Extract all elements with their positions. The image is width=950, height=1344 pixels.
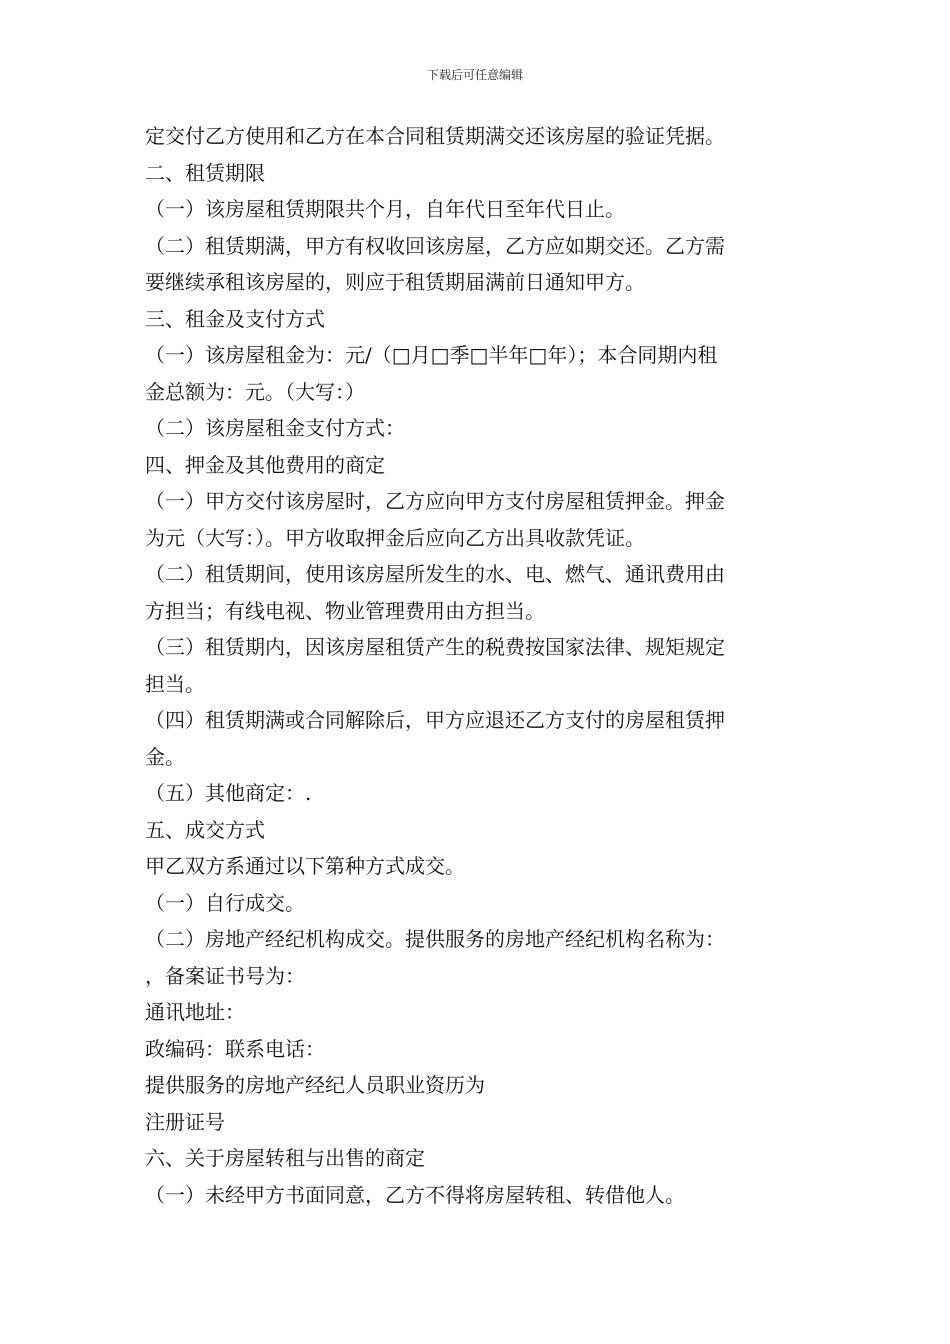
section-heading: 二、租赁期限 [145, 160, 265, 185]
text-line: 政编码：联系电话： [145, 1036, 325, 1061]
text-line: （四）租赁期满或合同解除后，甲方应退还乙方支付的房屋租赁押 [145, 708, 725, 732]
section-heading: 六、关于房屋转租与出售的商定 [145, 1146, 425, 1170]
text-line: 提供服务的房地产经纪人员职业资历为 [145, 1073, 485, 1097]
section-heading: 三、租金及支付方式 [145, 306, 325, 331]
text-line: （一）未经甲方书面同意，乙方不得将房屋转租、转借他人。 [145, 1182, 685, 1207]
text-line: 方担当；有线电视、物业管理费用由方担当。 [145, 598, 545, 623]
page-header: 下载后可任意编辑 [426, 68, 523, 82]
section-heading: 四、押金及其他费用的商定 [145, 452, 385, 477]
text-line: 要继续承租该房屋的，则应于租赁期届满前日通知甲方。 [145, 270, 645, 294]
text-line: （二）该房屋租金支付方式： [145, 416, 405, 440]
text-line: 为元（大写：）。甲方收取押金后应向乙方出具收款凭证。 [145, 525, 645, 550]
text-line: （一）自行成交。 [145, 890, 305, 915]
text-line: （一）甲方交付该房屋时，乙方应向甲方支付房屋租赁押金。押金 [145, 489, 725, 513]
text-line: 定交付乙方使用和乙方在本合同租赁期满交还该房屋的验证凭据。 [145, 124, 725, 148]
text-line: 金总额为：元。（大写：） [145, 379, 365, 404]
text-line: 金。 [145, 744, 185, 769]
text-line: ，备案证书号为： [145, 963, 305, 988]
document-body [145, 118, 810, 1213]
text-line: （一）该房屋租赁期限共个月，自年代日至年代日止。 [145, 197, 625, 221]
text-line: 通讯地址： [145, 1000, 245, 1024]
text-line: 担当。 [145, 671, 205, 696]
section-heading: 五、成交方式 [145, 817, 265, 842]
text-line: （三）租赁期内，因该房屋租赁产生的税费按国家法律、规矩规定 [145, 635, 725, 659]
text-line: 注册证号 [145, 1109, 225, 1134]
text-line: （二）租赁期满，甲方有权收回该房屋，乙方应如期交还。乙方需 [145, 233, 725, 258]
text-line: （二）租赁期间，使用该房屋所发生的水、电、燃气、通讯费用由 [145, 562, 725, 586]
text-line: （一）该房屋租金为：元/（□月□季□半年□年）；本合同期内租 [145, 343, 718, 367]
text-line: （五）其他商定：. [145, 781, 312, 805]
text-line: 甲乙双方系通过以下第种方式成交。 [145, 854, 465, 878]
text-line: （二）房地产经纪机构成交。提供服务的房地产经纪机构名称为： [145, 927, 725, 951]
